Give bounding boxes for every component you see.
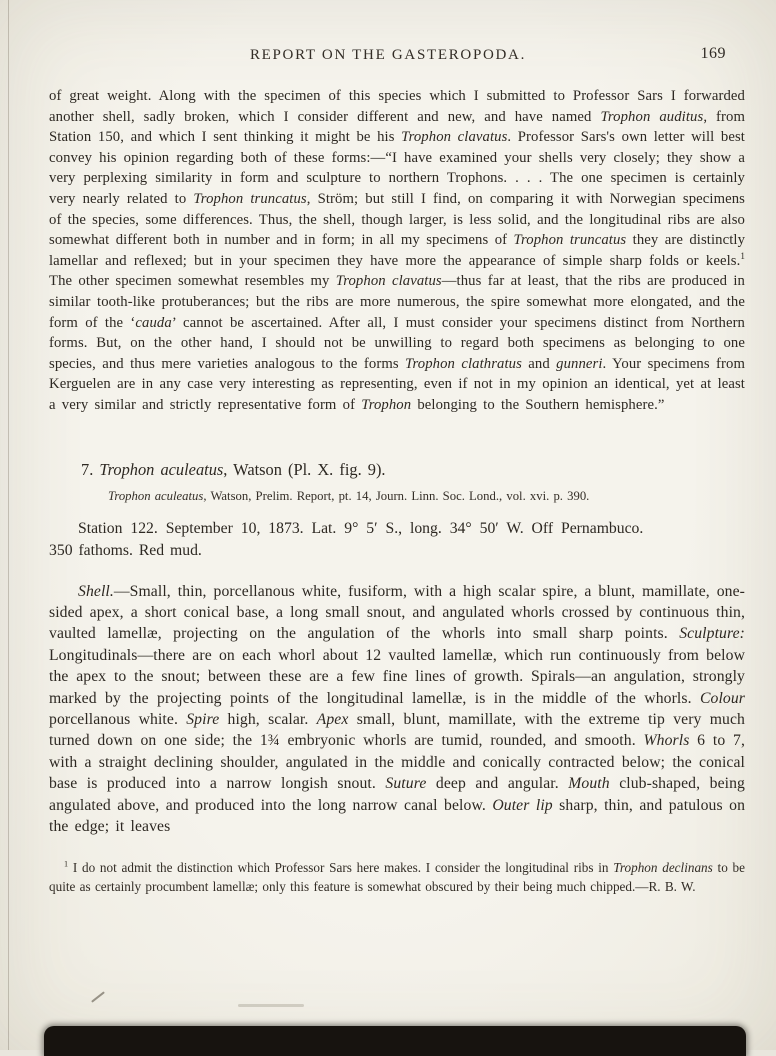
station-line-1: Station 122. September 10, 1873. Lat. 9° 5′ S., long. 34° 50′ W. Off Pernambuco. [78,519,644,537]
page-number: 169 [700,45,726,62]
smudge-artifact [238,1004,304,1007]
species-heading: 7. Trophon aculeatus, Watson (Pl. X. fig. 9). [81,459,386,479]
species-citation: Trophon aculeatus, Watson, Prelim. Report, pt. 14, Journ. Linn. Soc. Lond., vol. xvi. p. 390. [108,488,590,503]
running-header: REPORT ON THE GASTEROPODA. [249,47,527,63]
station-line-2: 350 fathoms. Red mud. [49,541,202,559]
footnote: $^1$ I do not admit the distinction which Professor Sars here makes. I consider the longitudinal ribs in Trophon declinans to be quite as certainly procumbent lamellæ; only this feature is somewhat obscured by their being much chipped.—R. B. W. [49,859,745,894]
intro-paragraph: of great weight. Along with the specimen of this species which I submitted to Professor Sars I forwarded another shell, sadly broken, which I consider different and new, and have named Trophon auditus, from Station 150, and which I sent thinking it might be his Trophon clavatus. Professor Sars's own letter will best convey his opinion regarding both of these forms:—“I have examined your shells very closely; they show a very perplexing similarity in form and sculpture to northern Trophons. . . . The one specimen is certainly very nearly related to Trophon truncatus, Ström; but still I find, on comparing it with Norwegian specimens of the species, some differences. Thus, the shell, though larger, is less solid, and the longitudinal ribs are also somewhat different both in number and in form; in all my specimens of Trophon truncatus they are distinctly lamellar and reflexed; but in your specimen they have more the appearance of simple sharp folds or keels.$^1$ The other specimen somewhat resembles my Trophon clavatus—thus far at least, that the ribs are produced in similar tooth-like protuberances; but the ribs are more numerous, the spire somewhat more elongated, and the form of the ‘cauda’ cannot be ascertained. After all, I must consider your specimens distinct from Northern forms. But, on the other hand, I should not be unwilling to regard both specimens as belonging to one species, and thus mere varieties analogous to the forms Trophon clathratus and gunneri. Your specimens from Kerguelen are in any case very interesting as representing, even if not in my opinion an identical, yet at least a very similar and strictly representative form of Trophon belonging to the Southern hemisphere.” [49,88,746,413]
species-description: Shell.—Small, thin, porcellanous white, fusiform, with a high scalar spire, a blunt, mamillate, one-sided apex, a short conical base, a long small snout, and angulated whorls crossed by continuous thin, vaulted lamellæ, projecting on the angulation of the whorls into small sharp points. Sculpture: Longitudinals—there are on each whorl about 12 vaulted lamellæ, which run continuously from below the apex to the snout; between these are a few fine lines of growth. Spirals—an angulation, strongly marked by the projecting points of the longitudinal lamellæ, is in the middle of the whorls. Colour porcellanous white. Spire high, scalar. Apex small, blunt, mamillate, with the extreme tip very much turned down on one side; the 1¾ embryonic whorls are tumid, rounded, and smooth. Whorls 6 to 7, with a straight declining shoulder, angulated in the middle and conically contracted below; the conical base is produced into a narrow longish snout. Suture deep and angular. Mouth club-shaped, being angulated above, and produced into the long narrow canal below. Outer lip sharp, thin, and patulous on the edge; it leaves [49,582,746,835]
page-content [49,86,745,897]
running-header-row [60,47,716,67]
scan-edge-line [8,0,9,1050]
scan-artifact-bar [44,1026,746,1056]
station-paragraph [49,518,745,562]
pen-mark-artifact [91,991,105,1002]
